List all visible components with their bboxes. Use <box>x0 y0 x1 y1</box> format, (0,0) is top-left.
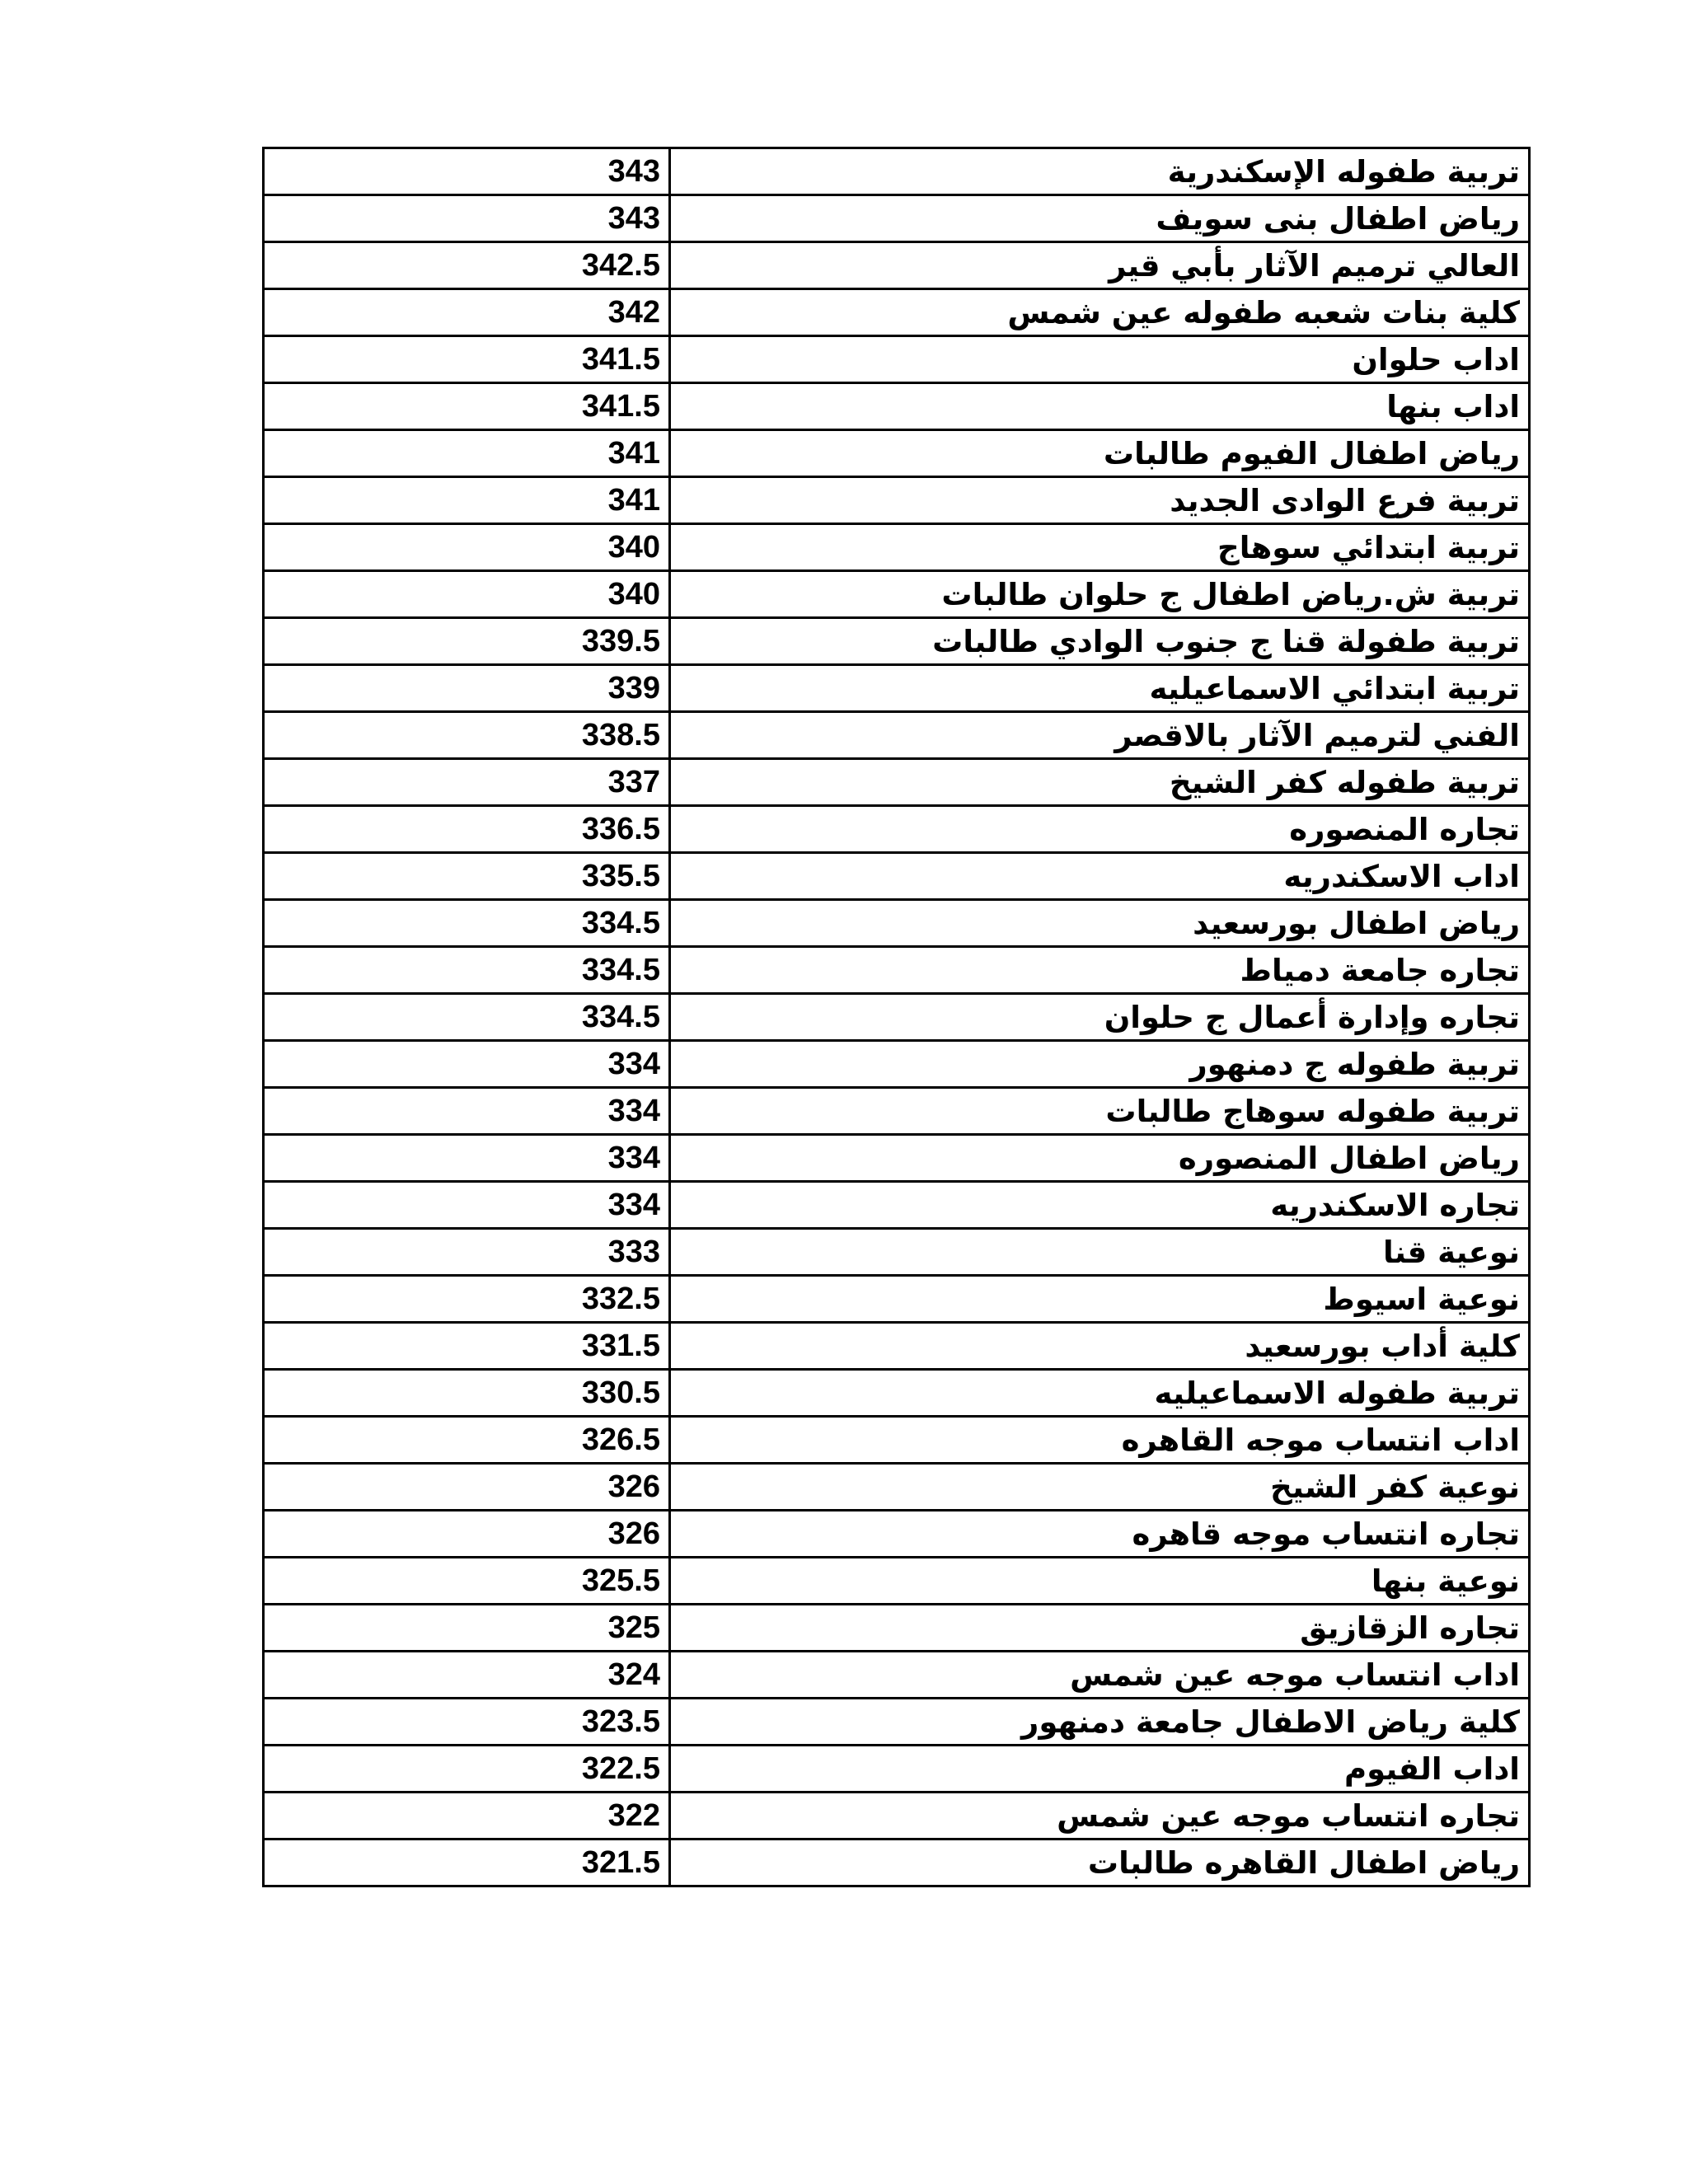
table-row <box>264 665 1530 712</box>
college-name-cell: الفني لترميم الآثار بالاقصر <box>670 712 1530 759</box>
college-name-cell: اداب الفيوم <box>670 1746 1530 1793</box>
score-cell: 333 <box>264 1229 670 1276</box>
college-name-cell: اداب انتساب موجه القاهره <box>670 1417 1530 1464</box>
table-row <box>264 1088 1530 1135</box>
table-row <box>264 1370 1530 1417</box>
table-row <box>264 1323 1530 1370</box>
college-name-cell: تجاره انتساب موجه عين شمس <box>670 1793 1530 1840</box>
college-name-cell: تربية ش.رياض اطفال ج حلوان طالبات <box>670 571 1530 618</box>
college-name-cell: تجاره الزقازيق <box>670 1605 1530 1652</box>
score-cell: 339.5 <box>264 618 670 665</box>
college-name-cell: اداب الاسكندريه <box>670 853 1530 900</box>
score-cell: 338.5 <box>264 712 670 759</box>
table-row <box>264 1605 1530 1652</box>
score-cell: 334 <box>264 1182 670 1229</box>
score-cell: 335.5 <box>264 853 670 900</box>
college-name-cell: تربية فرع الوادى الجديد <box>670 477 1530 524</box>
score-cell: 342.5 <box>264 242 670 289</box>
college-name-cell: نوعية قنا <box>670 1229 1530 1276</box>
score-cell: 324 <box>264 1652 670 1699</box>
score-cell: 341.5 <box>264 336 670 383</box>
table-row <box>264 1229 1530 1276</box>
score-cell: 332.5 <box>264 1276 670 1323</box>
college-name-cell: اداب انتساب موجه عين شمس <box>670 1652 1530 1699</box>
table-row <box>264 618 1530 665</box>
college-name-cell: رياض اطفال الفيوم طالبات <box>670 430 1530 477</box>
college-name-cell: تجاره الاسكندريه <box>670 1182 1530 1229</box>
table-row <box>264 1182 1530 1229</box>
college-name-cell: تربية ابتدائي سوهاج <box>670 524 1530 571</box>
score-cell: 341.5 <box>264 383 670 430</box>
score-cell: 326 <box>264 1464 670 1511</box>
table-row <box>264 947 1530 994</box>
table-row <box>264 1793 1530 1840</box>
score-cell: 325 <box>264 1605 670 1652</box>
college-name-cell: تربية طفوله الاسماعيليه <box>670 1370 1530 1417</box>
table-row <box>264 759 1530 806</box>
table-row <box>264 1417 1530 1464</box>
score-cell: 340 <box>264 571 670 618</box>
college-name-cell: تجاره المنصوره <box>670 806 1530 853</box>
college-name-cell: كلية رياض الاطفال جامعة دمنهور <box>670 1699 1530 1746</box>
table-row <box>264 1840 1530 1886</box>
table-row <box>264 712 1530 759</box>
score-cell: 337 <box>264 759 670 806</box>
college-name-cell: تجاره انتساب موجه قاهره <box>670 1511 1530 1558</box>
table-row <box>264 477 1530 524</box>
college-name-cell: تربية طفوله الإسكندرية <box>670 148 1530 195</box>
table-row <box>264 524 1530 571</box>
score-cell: 326.5 <box>264 1417 670 1464</box>
score-cell: 343 <box>264 148 670 195</box>
score-cell: 323.5 <box>264 1699 670 1746</box>
college-name-cell: تربية طفوله سوهاج طالبات <box>670 1088 1530 1135</box>
score-cell: 331.5 <box>264 1323 670 1370</box>
table-row <box>264 853 1530 900</box>
college-name-cell: نوعية كفر الشيخ <box>670 1464 1530 1511</box>
score-cell: 334.5 <box>264 900 670 947</box>
table-row <box>264 1558 1530 1605</box>
college-name-cell: رياض اطفال بنى سويف <box>670 195 1530 242</box>
table-row <box>264 195 1530 242</box>
college-name-cell: تربية طفوله كفر الشيخ <box>670 759 1530 806</box>
score-cell: 341 <box>264 430 670 477</box>
score-cell: 322.5 <box>264 1746 670 1793</box>
college-name-cell: كلية أداب بورسعيد <box>670 1323 1530 1370</box>
score-cell: 334.5 <box>264 947 670 994</box>
score-cell: 340 <box>264 524 670 571</box>
college-name-cell: تربية طفوله ج دمنهور <box>670 1041 1530 1088</box>
college-name-cell: رياض اطفال القاهره طالبات <box>670 1840 1530 1886</box>
admission-scores-body <box>264 148 1530 1886</box>
score-cell: 336.5 <box>264 806 670 853</box>
table-row <box>264 1511 1530 1558</box>
college-name-cell: تربية طفولة قنا ج جنوب الوادي طالبات <box>670 618 1530 665</box>
table-row <box>264 336 1530 383</box>
table-row <box>264 571 1530 618</box>
college-name-cell: رياض اطفال بورسعيد <box>670 900 1530 947</box>
score-cell: 334.5 <box>264 994 670 1041</box>
college-name-cell: نوعية اسيوط <box>670 1276 1530 1323</box>
table-row <box>264 383 1530 430</box>
college-name-cell: تربية ابتدائي الاسماعيليه <box>670 665 1530 712</box>
score-cell: 343 <box>264 195 670 242</box>
score-cell: 322 <box>264 1793 670 1840</box>
table-row <box>264 1041 1530 1088</box>
college-name-cell: رياض اطفال المنصوره <box>670 1135 1530 1182</box>
table-row <box>264 1135 1530 1182</box>
college-name-cell: كلية بنات شعبه طفوله عين شمس <box>670 289 1530 336</box>
table-row <box>264 1652 1530 1699</box>
table-row <box>264 1464 1530 1511</box>
college-name-cell: تجاره جامعة دمياط <box>670 947 1530 994</box>
score-cell: 341 <box>264 477 670 524</box>
score-cell: 330.5 <box>264 1370 670 1417</box>
table-row <box>264 1699 1530 1746</box>
admission-scores-table <box>262 147 1531 1887</box>
table-row <box>264 242 1530 289</box>
score-cell: 326 <box>264 1511 670 1558</box>
score-cell: 334 <box>264 1135 670 1182</box>
score-cell: 325.5 <box>264 1558 670 1605</box>
score-cell: 339 <box>264 665 670 712</box>
college-name-cell: اداب بنها <box>670 383 1530 430</box>
college-name-cell: العالي ترميم الآثار بأبي قير <box>670 242 1530 289</box>
score-cell: 334 <box>264 1088 670 1135</box>
table-row <box>264 1746 1530 1793</box>
table-row <box>264 806 1530 853</box>
table-row <box>264 1276 1530 1323</box>
table-row <box>264 289 1530 336</box>
college-name-cell: تجاره وإدارة أعمال ج حلوان <box>670 994 1530 1041</box>
score-cell: 342 <box>264 289 670 336</box>
table-row <box>264 148 1530 195</box>
table-row <box>264 900 1530 947</box>
table-row <box>264 994 1530 1041</box>
college-name-cell: نوعية بنها <box>670 1558 1530 1605</box>
college-name-cell: اداب حلوان <box>670 336 1530 383</box>
table-row <box>264 430 1530 477</box>
score-cell: 321.5 <box>264 1840 670 1886</box>
score-cell: 334 <box>264 1041 670 1088</box>
